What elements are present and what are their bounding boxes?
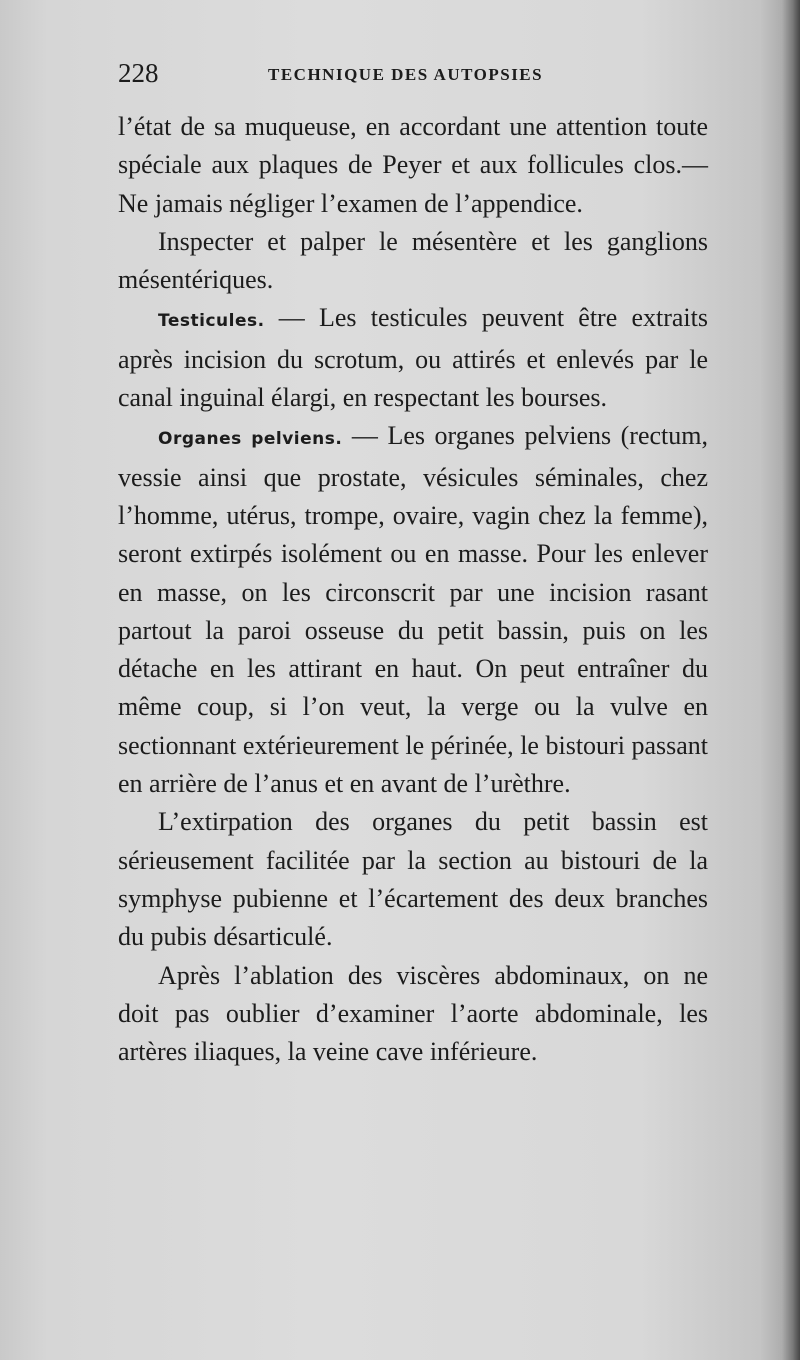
paragraph-text: Après l’ablation des viscères abdominaux, on ne doit pas oublier d’examiner l’aorte abdominale, les artères iliaques, la veine cave inférieure. (118, 960, 708, 1067)
paragraph-text: Inspecter et palper le mésentère et les ganglions mésentériques. (118, 226, 708, 295)
section-heading-testicules: Testicules. (158, 311, 265, 332)
paragraph-mesentery (118, 223, 708, 300)
paragraph-text: — Les testicules peuvent être extraits après incision du scrotum, ou attirés et enlevés par le canal inguinal élargi, en respectant les bourses. (118, 303, 708, 413)
paragraph-ablation (118, 957, 708, 1072)
paragraph-text: — Les organes pelviens (rectum, vessie ainsi que prostate, vésicules séminales, chez l’homme, utérus, trompe, ovaire, vagin chez la femme), seront extirpés isolément ou en masse. Pour les enlever en masse, on les circonscrit par une incision rasant partout la paroi osseuse du petit bassin, puis on les détache en les attirant en haut. On peut entraîner du même coup, si l’on veut, la verge ou la vulve en sectionnant extérieurement le périnée, le bistouri passant en arrière de l’anus et en avant de l’urèthre. (118, 421, 708, 799)
paragraph-organes-pelviens (118, 417, 708, 803)
section-heading-organes-pelviens: Organes pelviens. (158, 429, 343, 450)
paragraph-intestine (118, 108, 708, 223)
paragraph-extirpation (118, 803, 708, 956)
paragraph-testicules (118, 299, 708, 417)
body-text (118, 108, 708, 1071)
paragraph-text: L’extirpation des organes du petit bassin est sérieusement facilitée par la section au bistouri de la symphyse pubienne et l’écartement des deux branches du pubis désarticulé. (118, 807, 708, 952)
running-title: TECHNIQUE DES AUTOPSIES (268, 65, 544, 84)
page-edge-shadow (782, 0, 800, 1360)
paragraph-text: l’état de sa muqueuse, en accordant une attention toute spéciale aux plaques de Peyer et aux follicules clos.— Ne jamais négliger l’examen de l’appendice. (118, 112, 708, 218)
page-number: 228 (118, 58, 159, 88)
page-header (118, 58, 708, 90)
